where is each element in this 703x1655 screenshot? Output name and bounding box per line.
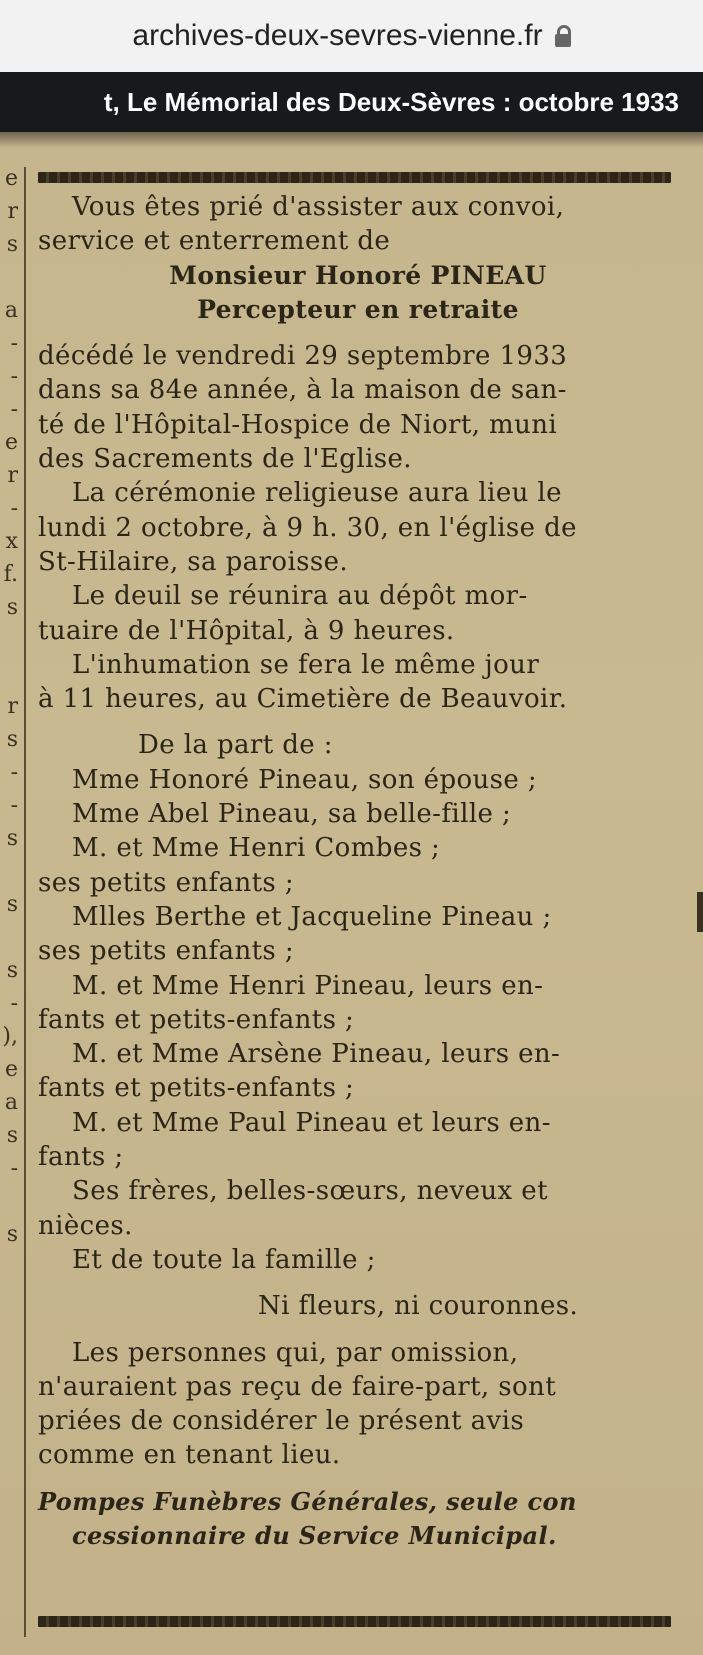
notice-line: fants ; [38,1142,124,1173]
notice-line: Ni fleurs, ni couronnes. [258,1291,579,1322]
scan-shadow [0,132,703,148]
margin-fragment: - [10,331,18,356]
notice-line: n'auraient pas reçu de faire-part, sont [38,1371,557,1402]
page-edge-mark [697,892,703,932]
url-text[interactable]: archives-deux-sevres-vienne.fr [132,19,543,52]
margin-fragment: s [6,727,18,752]
notice-line: M. et Mme Henri Combes ; [72,833,441,864]
notice-line: service et enterrement de [38,226,391,257]
notice-line: ses petits enfants ; [38,867,295,898]
notice-line: Percepteur en retraite [197,294,519,324]
notice-line: des Sacrements de l'Eglise. [38,444,412,475]
notice-line: M. et Mme Henri Pineau, leurs en- [72,970,544,1001]
bottom-ornamental-rule [38,1616,671,1627]
notice-line: Monsieur Honoré PINEAU [169,260,547,290]
margin-fragment: s [6,958,18,983]
margin-fragment: - [10,1156,18,1181]
margin-fragment [0,261,18,294]
notice-line: Pompes Funèbres Générales, seule con [38,1486,577,1516]
notice-line: Mme Abel Pineau, sa belle-fille ; [72,799,512,830]
notice-line: L'inhumation se fera le même jour [72,649,540,680]
notice-line: St-Hilaire, sa paroisse. [38,546,349,577]
notice-line: à 11 heures, au Cimetière de Beauvoir. [38,684,568,715]
newspaper-scan [0,132,703,1655]
margin-fragment: s [6,1222,18,1247]
death-notice [38,190,678,1553]
top-ornamental-rule [38,172,671,183]
margin-fragment: r [7,199,18,224]
margin-fragment [0,1185,18,1218]
margin-fragment: - [10,364,18,389]
margin-fragment [0,921,18,954]
margin-fragment: s [6,826,18,851]
notice-line: ses petits enfants ; [38,936,295,967]
notice-line: tuaire de l'Hôpital, à 9 heures. [38,615,455,646]
margin-fragment: r [7,463,18,488]
margin-fragment: a [4,298,18,323]
notice-line: Et de toute la famille ; [72,1244,376,1275]
notice-line: décédé le vendredi 29 septembre 1933 [38,341,568,372]
notice-line: cessionnaire du Service Municipal. [72,1520,557,1550]
notice-line: Les personnes qui, par omission, [72,1337,519,1368]
margin-fragment: x [5,529,18,554]
notice-line: comme en tenant lieu. [38,1440,341,1471]
margin-fragment: f. [3,562,18,587]
margin-fragment: s [6,595,18,620]
margin-fragment: r [7,694,18,719]
document-title: t, Le Mémorial des Deux-Sèvres : octobre 1933 [103,86,679,117]
margin-fragment: ), [2,1024,18,1049]
notice-line: Vous êtes prié d'assister aux convoi, [72,192,565,222]
margin-fragment [0,855,18,888]
notice-line: nièces. [38,1210,133,1241]
notice-line: M. et Mme Paul Pineau et leurs en- [72,1107,551,1138]
notice-line: M. et Mme Arsène Pineau, leurs en- [72,1039,561,1070]
notice-line: De la part de : [138,730,333,761]
margin-fragment: e [4,166,18,191]
notice-line: lundi 2 octobre, à 9 h. 30, en l'église de [38,512,577,543]
spacer [38,1324,678,1336]
document-title-bar [0,72,703,132]
notice-line: Le deuil se réunira au dépôt mor- [72,581,528,612]
notice-line: Ses frères, belles-sœurs, neveux et [72,1176,548,1207]
browser-address-bar[interactable] [0,0,703,72]
notice-line: té de l'Hôpital-Hospice de Niort, muni [38,409,558,440]
notice-line: dans sa 84e année, à la maison de san- [38,375,567,406]
margin-fragment: s [6,232,18,257]
margin-fragment: - [10,760,18,785]
adjacent-column-fragment [0,162,18,1642]
margin-fragment: - [10,793,18,818]
margin-fragment: e [4,430,18,455]
spacer [38,716,678,728]
margin-fragment: - [10,991,18,1016]
notice-line: La cérémonie religieuse aura lieu le [72,478,562,509]
margin-fragment: e [4,1057,18,1082]
notice-line: priées de considérer le présent avis [38,1406,525,1437]
notice-line: Mme Honoré Pineau, son épouse ; [72,764,538,795]
margin-fragment [0,657,18,690]
notice-line: fants et petits-enfants ; [38,1004,355,1035]
column-divider [24,167,26,1637]
notice-line: Mlles Berthe et Jacqueline Pineau ; [72,901,552,932]
margin-fragment: s [6,892,18,917]
margin-fragment [0,624,18,657]
notice-line: fants et petits-enfants ; [38,1073,355,1104]
margin-fragment: a [4,1090,18,1115]
spacer [38,1277,678,1289]
spacer [38,327,678,339]
margin-fragment: - [10,397,18,422]
spacer [38,1473,678,1485]
margin-fragment: - [10,496,18,521]
lock-icon [555,25,571,47]
margin-fragment: s [6,1123,18,1148]
